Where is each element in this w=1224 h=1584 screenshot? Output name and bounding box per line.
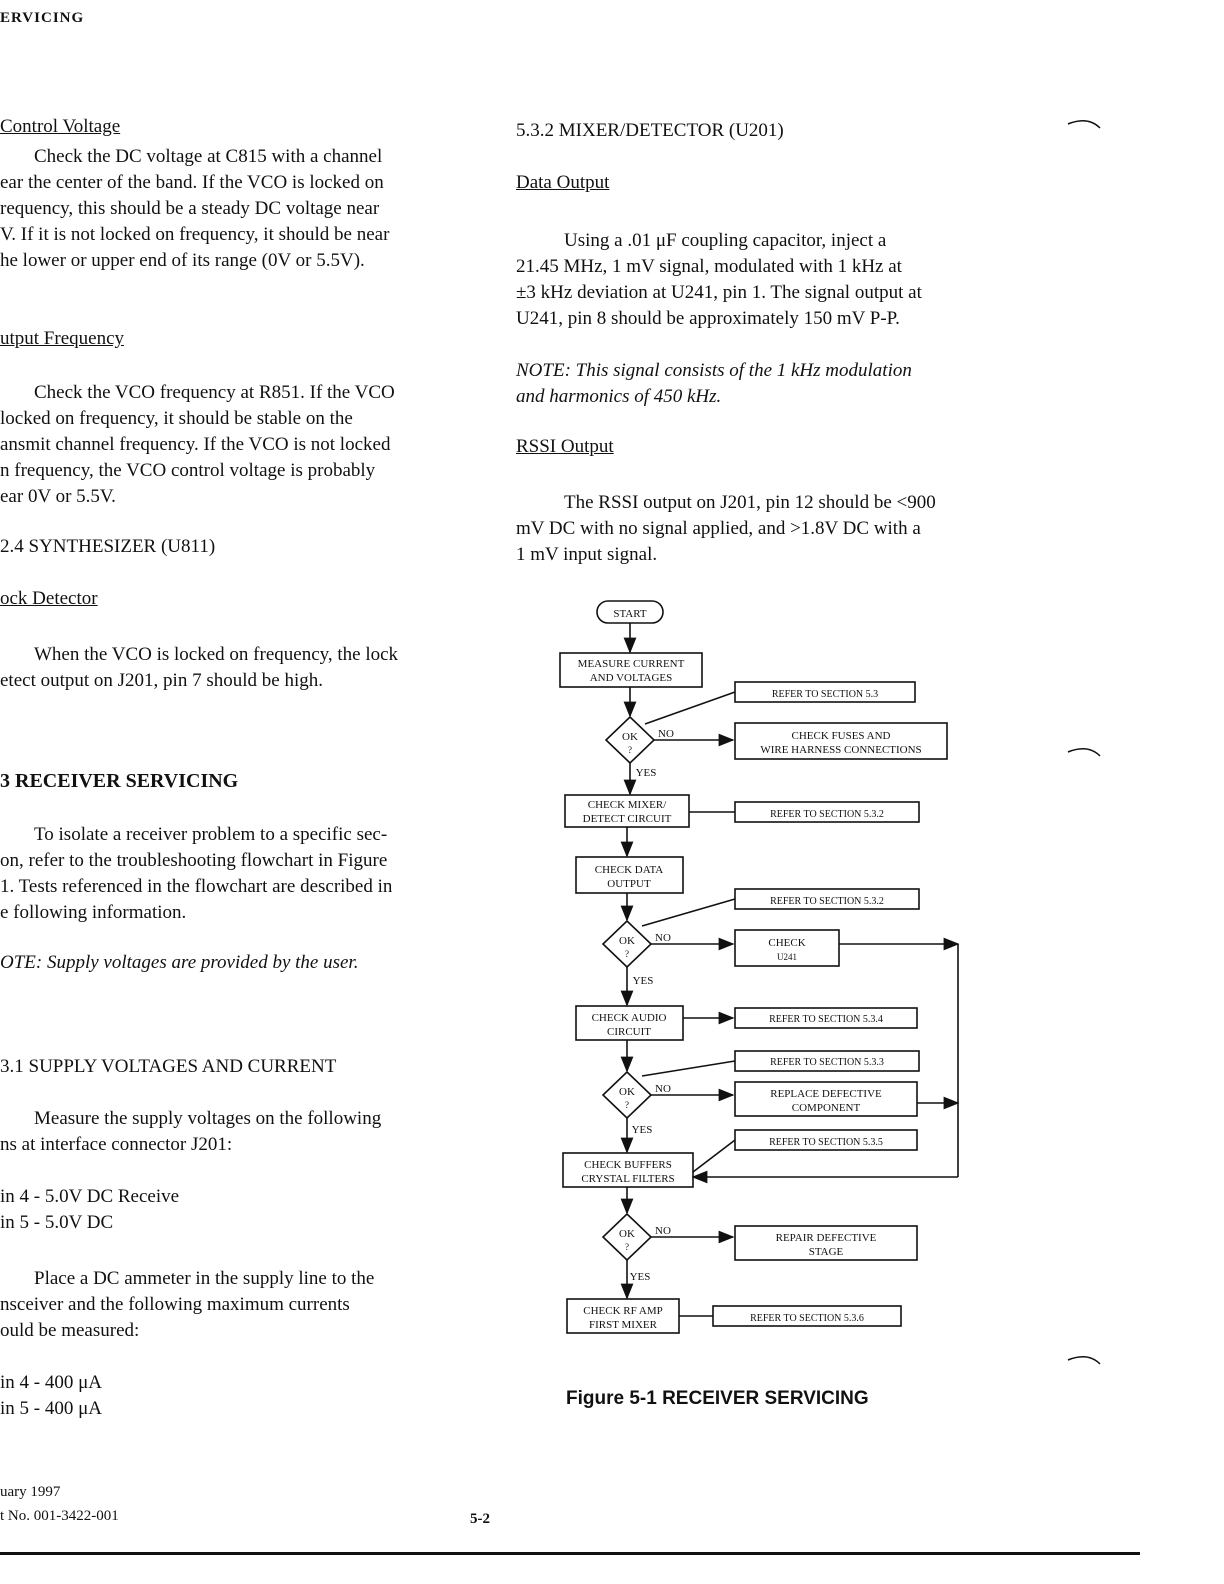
yes-label-2: YES	[632, 975, 654, 987]
mixer-detector-heading: 5.3.2 MIXER/DETECTOR (U201)	[516, 120, 784, 141]
check-mixer-label-1: CHECK MIXER/	[587, 799, 667, 811]
start-label: START	[613, 608, 647, 620]
footer-rule	[0, 1552, 1140, 1555]
text-line: ns at interface connector J201:	[0, 1134, 233, 1155]
check-rf-label-1: CHECK RF AMP	[583, 1305, 663, 1317]
text-line: ±3 kHz deviation at U241, pin 1. The signal output at	[516, 282, 922, 303]
text-line: ould be measured:	[0, 1320, 140, 1341]
control-voltage-heading: Control Voltage	[0, 116, 121, 137]
ok-label-4: OK	[619, 1228, 635, 1240]
check-fuses-label-1: CHECK FUSES AND	[791, 730, 891, 742]
text-line: requency, this should be a steady DC voltage near	[0, 198, 380, 219]
q-label-1: ?	[628, 745, 632, 755]
lock-detector-heading: ock Detector	[0, 588, 98, 609]
ref-535-label: REFER TO SECTION 5.3.5	[769, 1137, 883, 1148]
text-line: he lower or upper end of its range (0V or 5.5V).	[0, 250, 365, 271]
text-line: and harmonics of 450 kHz.	[516, 386, 722, 407]
no-label-4: NO	[655, 1225, 671, 1237]
text-line: When the VCO is locked on frequency, the lock	[34, 644, 399, 665]
no-label-2: NO	[655, 932, 671, 944]
supply-voltages-heading: 3.1 SUPPLY VOLTAGES AND CURRENT	[0, 1056, 337, 1077]
text-line: V. If it is not locked on frequency, it should be near	[0, 224, 390, 245]
text-line: The RSSI output on J201, pin 12 should be <900	[564, 492, 936, 513]
text-line: on, refer to the troubleshooting flowchart in Figure	[0, 850, 388, 871]
check-data-label-1: CHECK DATA	[594, 864, 664, 876]
ok-label-3: OK	[619, 1086, 635, 1098]
q-label-3: ?	[625, 1100, 629, 1110]
list-item: in 4 - 400 μA	[0, 1372, 103, 1393]
text-line: U241, pin 8 should be approximately 150 mV P-P.	[516, 308, 900, 329]
text-line: ear 0V or 5.5V.	[0, 486, 116, 507]
list-item: in 5 - 400 μA	[0, 1398, 103, 1419]
text-line: mV DC with no signal applied, and >1.8V DC with a	[516, 518, 921, 539]
ref-536-label: REFER TO SECTION 5.3.6	[750, 1313, 864, 1324]
text-line: Place a DC ammeter in the supply line to the	[34, 1268, 375, 1289]
binder-mark	[1068, 749, 1100, 756]
yes-label-1: YES	[635, 767, 657, 779]
text-line: Check the DC voltage at C815 with a channel	[34, 146, 383, 167]
check-audio-label-2: CIRCUIT	[607, 1026, 651, 1038]
text-line: 21.45 MHz, 1 mV signal, modulated with 1 kHz at	[516, 256, 902, 277]
check-buffers-label-2: CRYSTAL FILTERS	[581, 1173, 675, 1185]
text-line: etect output on J201, pin 7 should be high.	[0, 670, 323, 691]
text-line: nsceiver and the following maximum currents	[0, 1294, 350, 1315]
check-fuses-label-2: WIRE HARNESS CONNECTIONS	[760, 744, 922, 756]
yes-label-4: YES	[629, 1271, 651, 1283]
page-number: 5-2	[470, 1511, 490, 1527]
check-audio-label-1: CHECK AUDIO	[591, 1012, 667, 1024]
synthesizer-heading: 2.4 SYNTHESIZER (U811)	[0, 536, 216, 557]
figure-caption: Figure 5-1 RECEIVER SERVICING	[566, 1388, 869, 1409]
list-item: in 5 - 5.0V DC	[0, 1212, 114, 1233]
check-u241-label-1: CHECK	[768, 937, 806, 949]
ref-534-label: REFER TO SECTION 5.3.4	[769, 1014, 883, 1025]
rssi-output-heading: RSSI Output	[516, 436, 614, 457]
text-line: e following information.	[0, 902, 187, 923]
repair-label-2: STAGE	[808, 1246, 844, 1258]
text-line: n frequency, the VCO control voltage is probably	[0, 460, 376, 481]
check-data-label-2: OUTPUT	[607, 878, 651, 890]
supply-note: OTE: Supply voltages are provided by the user.	[0, 952, 359, 973]
page-header: ERVICING	[0, 10, 85, 26]
output-frequency-heading: utput Frequency	[0, 328, 125, 349]
text-line: Check the VCO frequency at R851. If the VCO	[34, 382, 395, 403]
q-label-2: ?	[625, 949, 629, 959]
check-mixer-label-2: DETECT CIRCUIT	[582, 813, 672, 825]
footer-part-number: t No. 001-3422-001	[0, 1508, 119, 1524]
data-output-heading: Data Output	[516, 172, 610, 193]
text-line: To isolate a receiver problem to a specific sec-	[34, 824, 388, 845]
text-line: Using a .01 μF coupling capacitor, inject a	[564, 230, 887, 251]
ref-532-label-2: REFER TO SECTION 5.3.2	[770, 896, 884, 907]
replace-label-2: COMPONENT	[791, 1102, 861, 1114]
ref-533-label: REFER TO SECTION 5.3.3	[770, 1057, 884, 1068]
check-u241-label-2: U241	[777, 952, 797, 962]
measure-label-1: MEASURE CURRENT	[577, 658, 685, 670]
binder-mark	[1068, 1357, 1100, 1364]
text-line: ear the center of the band. If the VCO is locked on	[0, 172, 384, 193]
binder-mark	[1068, 121, 1100, 128]
text-line: ansmit channel frequency. If the VCO is not locked	[0, 434, 391, 455]
text-line: 1. Tests referenced in the flowchart are described in	[0, 876, 393, 897]
text-line: NOTE: This signal consists of the 1 kHz modulation	[516, 360, 912, 381]
q-label-4: ?	[625, 1242, 629, 1252]
measure-label-2: AND VOLTAGES	[589, 672, 673, 684]
text-line: locked on frequency, it should be stable on the	[0, 408, 353, 429]
text-line: 1 mV input signal.	[516, 544, 658, 565]
yes-label-3: YES	[631, 1124, 653, 1136]
no-label-1: NO	[658, 728, 674, 740]
ok-label-1: OK	[622, 731, 638, 743]
replace-label-1: REPLACE DEFECTIVE	[770, 1088, 882, 1100]
repair-label-1: REPAIR DEFECTIVE	[775, 1232, 877, 1244]
ref-53-label: REFER TO SECTION 5.3	[771, 689, 879, 700]
ok-label-2: OK	[619, 935, 635, 947]
footer-date: uary 1997	[0, 1484, 61, 1500]
no-label-3: NO	[655, 1083, 671, 1095]
check-buffers-label-1: CHECK BUFFERS	[584, 1159, 672, 1171]
text-line: Measure the supply voltages on the following	[34, 1108, 382, 1129]
list-item: in 4 - 5.0V DC Receive	[0, 1186, 180, 1207]
ref-532-label-1: REFER TO SECTION 5.3.2	[770, 809, 884, 820]
receiver-servicing-heading: 3 RECEIVER SERVICING	[0, 770, 239, 792]
check-rf-label-2: FIRST MIXER	[589, 1319, 657, 1331]
